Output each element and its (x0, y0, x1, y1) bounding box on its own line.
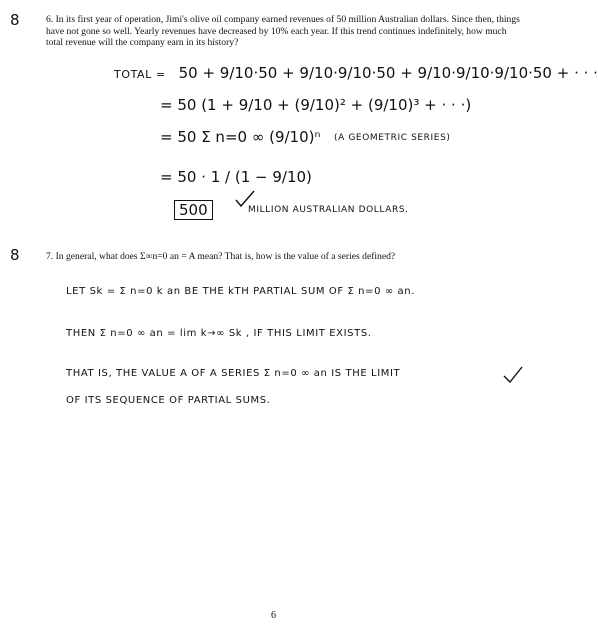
q7-work-line2: THEN Σ n=0 ∞ an = lim k→∞ Sk , IF THIS LIMIT EXISTS. (66, 328, 372, 339)
q6-line1-expr: 50 + 9/10·50 + 9/10·9/10·50 + 9/10·9/10·9/10·50 + · · · (178, 64, 598, 82)
q6-work-line4: = 50 · 1 / (1 − 9/10) (160, 168, 312, 186)
q6-check-icon (236, 191, 254, 206)
q6-score: 8 (10, 11, 20, 29)
q7-work-line1: LET Sk = Σ n=0 k an BE THE kTH PARTIAL SUM OF Σ n=0 ∞ an. (66, 286, 415, 297)
q6-text: In its first year of operation, Jimi's olive oil company earned revenues of 50 million Australian dollars. Since then, things have not gone so well. Yearly revenues have decreased by 10% each year. If this trend continues indefinitely, how much total revenue will the company earn in its history? (46, 14, 520, 49)
q6-number: 6. (46, 14, 54, 25)
q6-geometric-note: (A GEOMETRIC SERIES) (334, 133, 451, 143)
q6-work-line2: = 50 (1 + 9/10 + (9/10)² + (9/10)³ + · · ·) (160, 96, 472, 114)
q7-work-line4: OF ITS SEQUENCE OF PARTIAL SUMS. (66, 395, 271, 406)
q7-check-icon (504, 367, 522, 382)
q6-work-line3: = 50 Σ n=0 ∞ (9/10)ⁿ (160, 128, 321, 146)
q6-answer-units: MILLION AUSTRALIAN DOLLARS. (248, 205, 409, 215)
q7-text: In general, what does Σ∞n=0 an = A mean? That is, how is the value of a series defined? (55, 251, 396, 262)
q7-score: 8 (10, 246, 20, 264)
q6-total-label: TOTAL = (114, 68, 166, 81)
q6-answer-box: 500 (174, 200, 213, 220)
q7-number: 7. (46, 251, 54, 262)
page-number: 6 (271, 610, 276, 621)
q7-work-line3: THAT IS, THE VALUE A OF A SERIES Σ n=0 ∞ an IS THE LIMIT (66, 368, 401, 379)
